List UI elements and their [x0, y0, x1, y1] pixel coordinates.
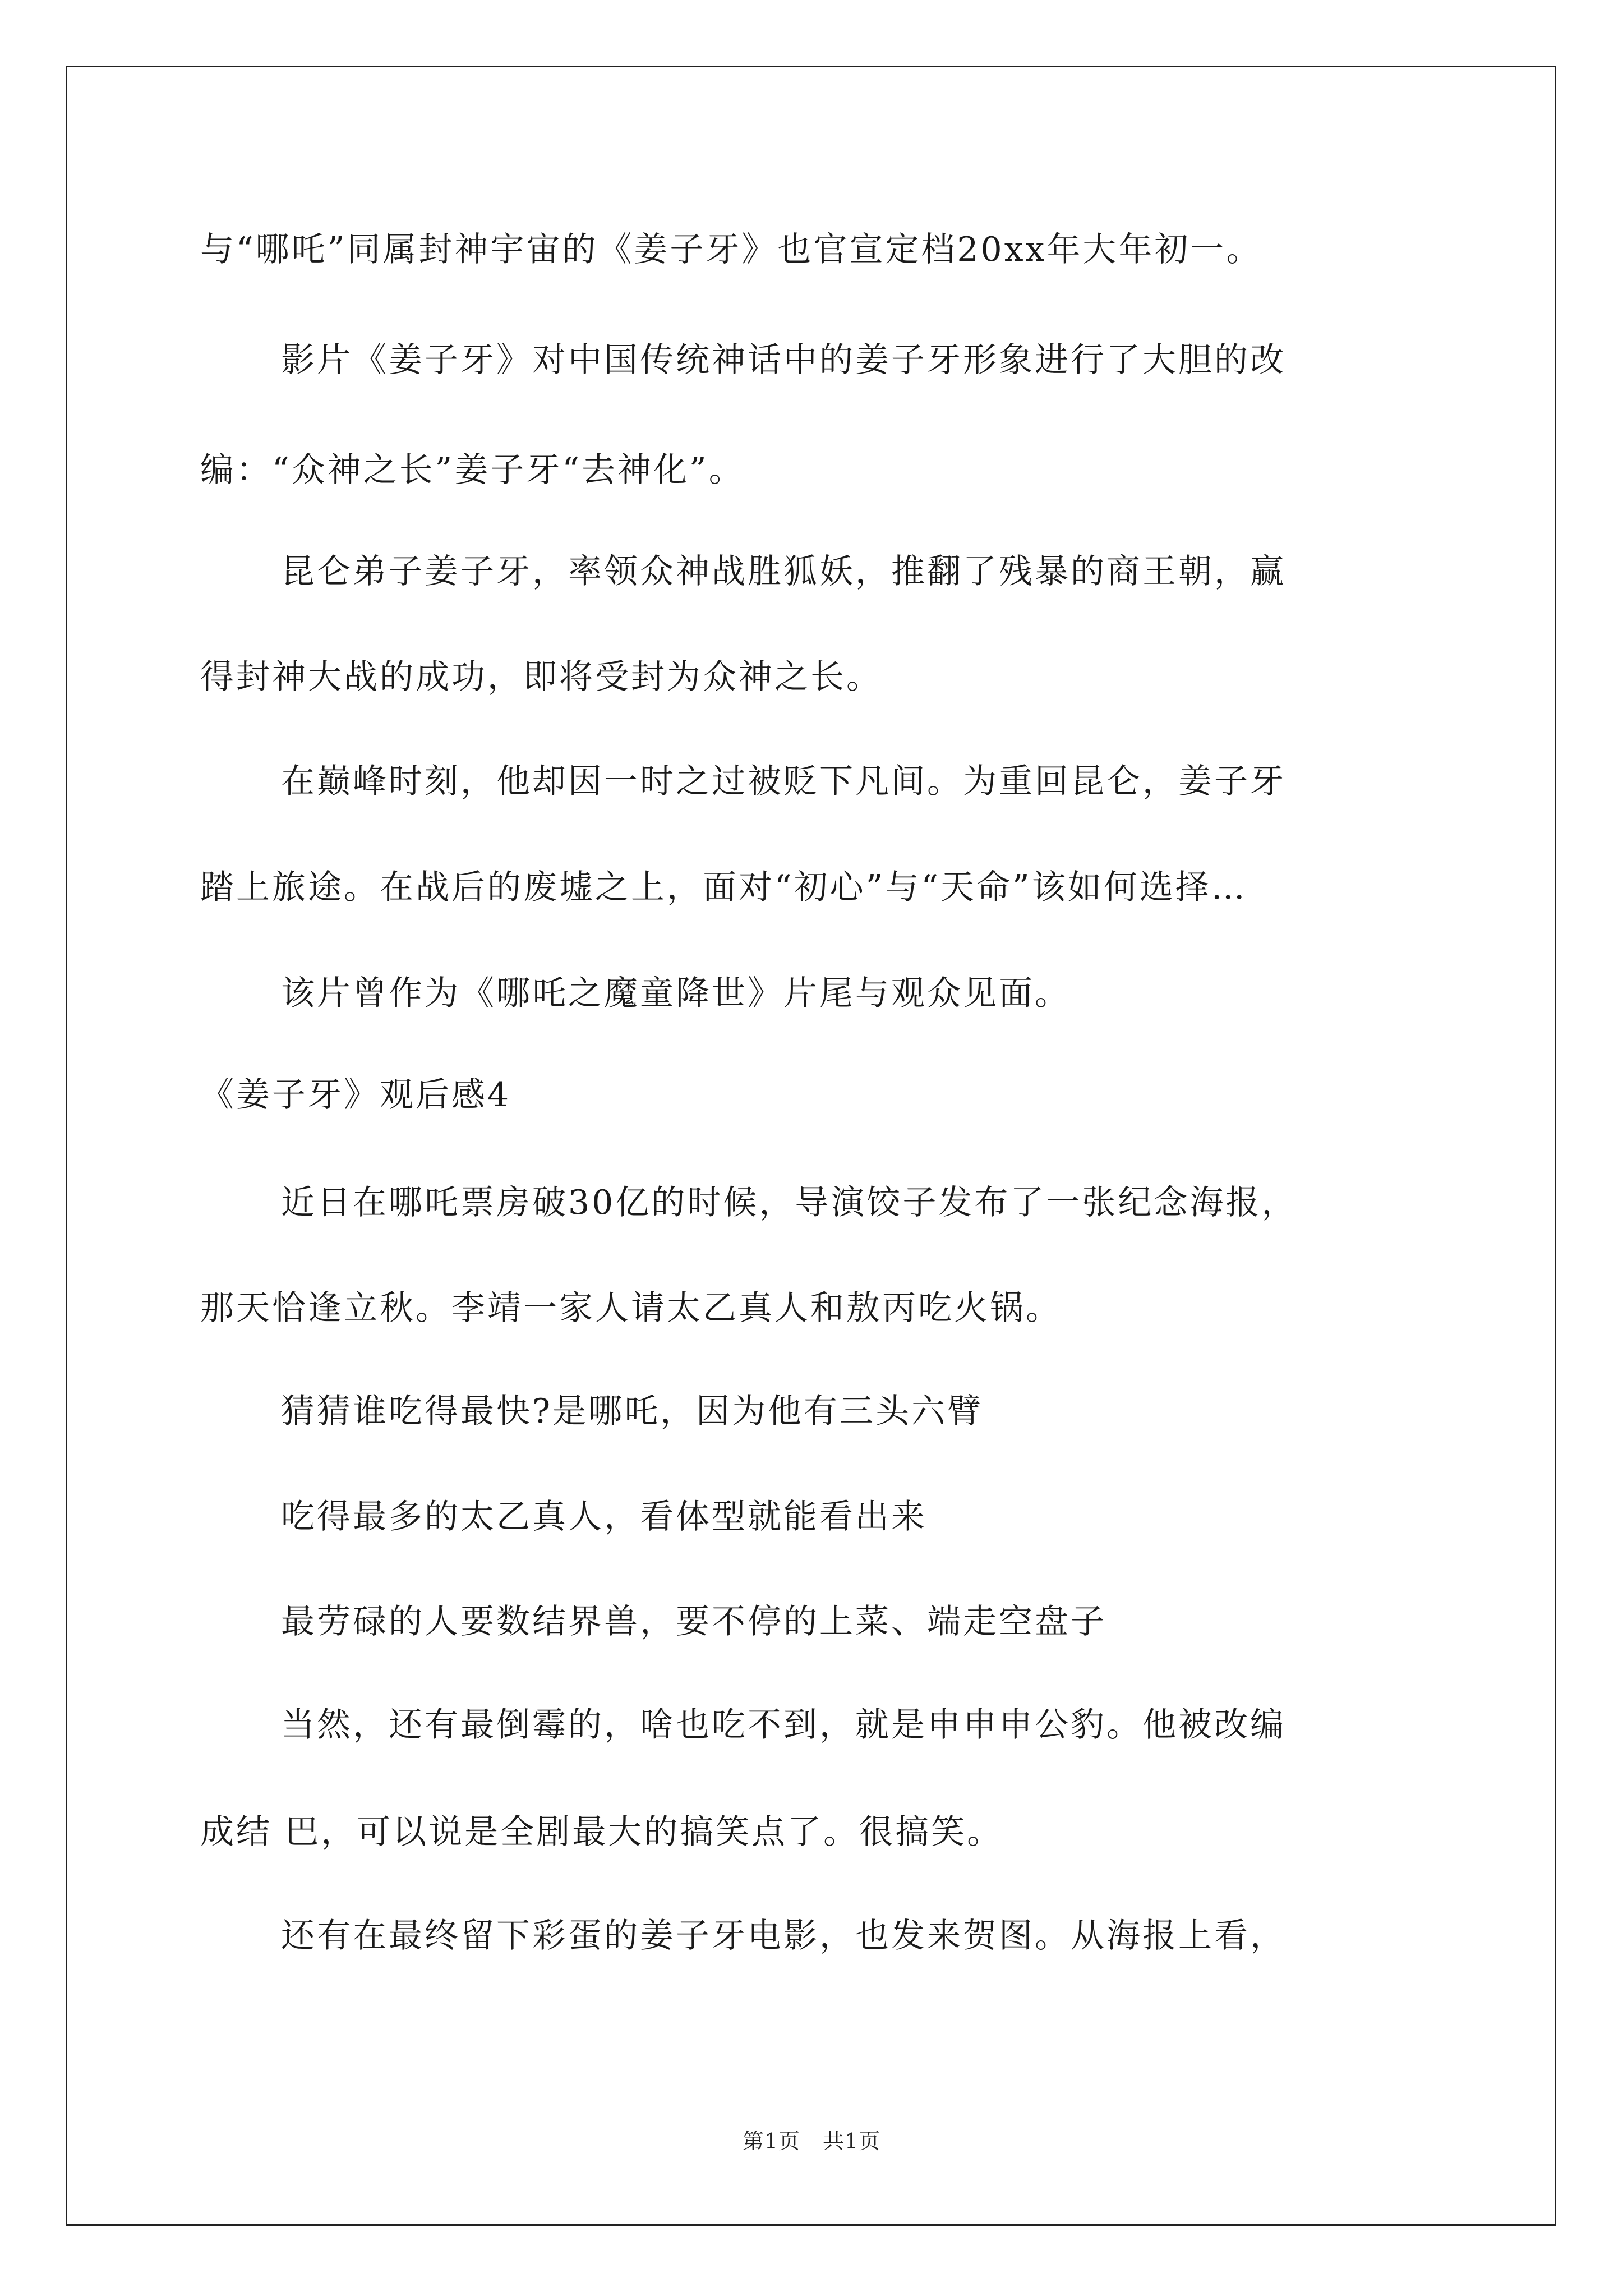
- page-total: 共1页: [823, 2129, 881, 2154]
- paragraph-line: 该片曾作为《哪吒之魔童降世》片尾与观众见面。: [281, 974, 1071, 1013]
- paragraph-line: 踏上旅途。在战后的废墟之上，面对“初心”与“天命”该如何选择…: [200, 868, 1247, 907]
- paragraph-line: 在巅峰时刻，他却因一时之过被贬下凡间。为重回昆仑，姜子牙: [281, 762, 1286, 801]
- paragraph-line: 还有在最终留下彩蛋的姜子牙电影，也发来贺图。从海报上看，: [281, 1916, 1286, 1955]
- page-border: [66, 66, 1556, 2226]
- paragraph-line: 当然，还有最倒霉的，啥也吃不到，就是申申申公豹。他被改编: [281, 1705, 1286, 1745]
- paragraph-line: 与“哪吒”同属封神宇宙的《姜子牙》也官宣定档20xx年大年初一。: [200, 230, 1262, 269]
- page-footer: [0, 2131, 1623, 2152]
- paragraph-line: 猜猜谁吃得最快?是哪吒，因为他有三头六臂: [281, 1392, 984, 1431]
- paragraph-line: 成结 巴，可以说是全剧最大的搞笑点了。很搞笑。: [200, 1812, 1003, 1852]
- paragraph-line: 最劳碌的人要数结界兽，要不停的上菜、端走空盘子: [281, 1602, 1106, 1641]
- section-heading: 《姜子牙》观后感4: [200, 1075, 511, 1115]
- paragraph-line: 影片《姜子牙》对中国传统神话中的姜子牙形象进行了大胆的改: [281, 341, 1286, 380]
- paragraph-line: 那天恰逢立秋。李靖一家人请太乙真人和敖丙吃火锅。: [200, 1289, 1062, 1328]
- paragraph-line: 昆仑弟子姜子牙，率领众神战胜狐妖，推翻了残暴的商王朝，赢: [281, 552, 1286, 591]
- page-number: 第1页: [742, 2129, 800, 2154]
- paragraph-line: 吃得最多的太乙真人，看体型就能看出来: [281, 1497, 927, 1536]
- paragraph-line: 近日在哪吒票房破30亿的时候，导演饺子发布了一张纪念海报，: [281, 1183, 1298, 1222]
- paragraph-line: 得封神大战的成功，即将受封为众神之长。: [200, 657, 882, 697]
- paragraph-line: 编：“众神之长”姜子牙“去神化”。: [200, 450, 745, 490]
